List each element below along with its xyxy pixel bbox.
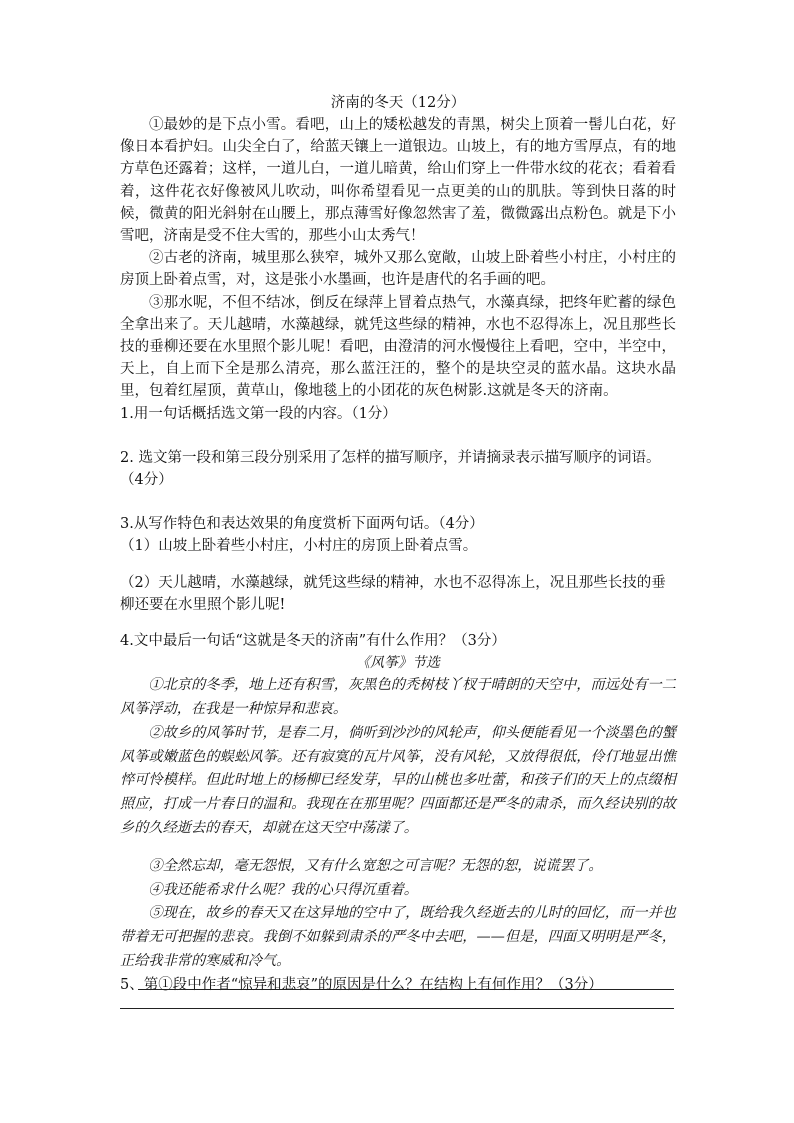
- passage2-paragraph-5: ⑤现在，故乡的春天又在这异地的空中了，既给我久经逝去的儿时的回忆，而一并也带着无可把握的悲哀。我倒不如躲到肃杀的严冬中去吧，——但是，四面又明明是严冬，正给我非常的寒威和冷气。: [120, 905, 676, 970]
- question-4: 4.文中最后一句话“这就是冬天的济南”有什么作用？（3分）: [120, 633, 506, 650]
- passage1-paragraph-3: ③那水呢，不但不结冰，倒反在绿萍上冒着点热气，水藻真绿，把终年贮蓄的绿色全拿出来了。天儿越晴，水藻越绿，就凭这些绿的精神，水也不忍得冻上，况且那些长技的垂柳还要在水里照个影儿呢！看吧，由澄清的河水慢慢往上看吧，空中，半空中，天上，自上而下全是那么清亮，那么蓝汪汪的，整个的是块空灵的蓝水晶。这块水晶里，包着红屋顶，黄草山，像地毯上的小团花的灰色树影.这就是冬天的济南。: [120, 294, 676, 400]
- passage2-paragraph-4: ④我还能希求什么呢？我的心只得沉重着。: [148, 881, 418, 898]
- passage1-paragraph-1: ①最妙的是下点小雪。看吧，山上的矮松越发的青黑，树尖上顶着一髻儿白花，好像日本看护妇。山尖全白了，给蓝天镶上一道银边。山坡上，有的地方雪厚点，有的地方草色还露着；这样，一道儿白，一道儿暗黄，给山们穿上一件带水纹的花衣；看着看着，这件花衣好像被风儿吹动，叫你希望看见一点更美的山的肌肤。等到快日落的时候，微黄的阳光斜射在山腰上，那点薄雪好像忽然害了羞，微微露出点粉色。就是下小雪吧，济南是受不住大雪的，那些小山太秀气！: [120, 117, 676, 245]
- passage1-title: 济南的冬天（12分）: [330, 95, 466, 111]
- passage2-title: 《风筝》节选: [356, 655, 440, 672]
- question-2: 2. 选文第一段和第三段分别采用了怎样的描写顺序，并请摘录表示描写顺序的词语。（4分）: [120, 449, 661, 489]
- passage2-paragraph-1: ①北京的冬季，地上还有积雪，灰黑色的秃树枝丫杈于晴朗的天空中，而远处有一二风筝浮动，在我是一种惊异和悲哀。: [120, 677, 676, 718]
- answer-line: [138, 989, 674, 990]
- question-3-sentence-2: （2）天儿越晴，水藻越绿，就凭这些绿的精神，水也不忍得冻上，况且那些长技的垂柳还要在水里照个影儿呢!: [120, 574, 666, 613]
- question-3-sentence-1: （1）山坡上卧着些小村庄，小村庄的房顶上卧着点雪。: [120, 538, 478, 555]
- passage2-paragraph-3: ③全然忘却，毫无怨恨，又有什么宽恕之可言呢？无怨的恕，说谎罢了。: [148, 857, 603, 874]
- passage2-paragraph-2: ②故乡的风筝时节，是春二月，倘听到沙沙的风轮声，仰头便能看见一个淡墨色的蟹风筝或嫩蓝色的蜈蚣风筝。还有寂寞的瓦片风筝，没有风轮，又放得很低，伶仃地显出憔悴可怜模样。但此时地上的杨柳已经发芽，早的山桃也多吐蕾，和孩子们的天上的点缀相照应，打成一片春日的温和。我现在在那里呢？四面都还是严冬的肃杀，而久经诀别的故乡的久经逝去的春天，却就在这天空中荡漾了。: [120, 724, 676, 837]
- passage1-paragraph-2: ②古老的济南，城里那么狭窄，城外又那么宽敞，山坡上卧着些小村庄，小村庄的房顶上卧着点雪，对，这是张小水墨画，也许是唐代的名手画的吧。: [120, 250, 676, 289]
- question-1: 1.用一句话概括选文第一段的内容。（1分）: [120, 405, 397, 422]
- question-5: 5、第①段中作者“惊异和悲哀”的原因是什么？在结构上有何作用？（3分）: [120, 976, 603, 993]
- exam-page: [120, 92, 676, 996]
- answer-line: [120, 1008, 674, 1009]
- question-3: 3.从写作特色和表达效果的角度赏析下面两句话。（4分）: [120, 516, 484, 533]
